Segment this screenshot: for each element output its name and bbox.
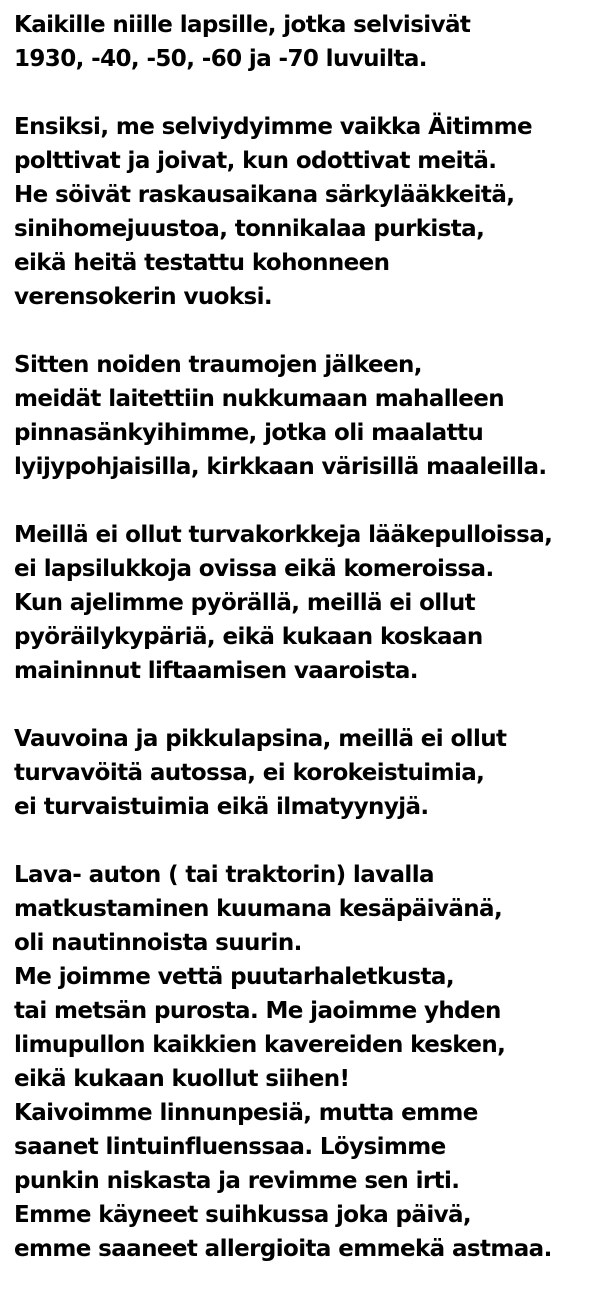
- text-line: Kaikille niille lapsille, jotka selvisivät: [14, 12, 471, 38]
- paragraph-car: [14, 722, 600, 824]
- text-line: 1930, -40, -50, -60 ja -70 luvuilta.: [14, 46, 427, 72]
- paragraph-summer: [14, 858, 600, 1266]
- paragraph-intro: [14, 8, 600, 76]
- text-line: pinnasänkyihimme, jotka oli maalattu: [14, 420, 484, 446]
- text-line: emme saaneet allergioita emmekä astmaa.: [14, 1236, 552, 1262]
- text-line: Vauvoina ja pikkulapsina, meillä ei ollut: [14, 726, 507, 752]
- text-line: pyöräilykypäriä, eikä kukaan koskaan: [14, 624, 483, 650]
- text-line: limupullon kaikkien kavereiden kesken,: [14, 1032, 506, 1058]
- text-line: Ensiksi, me selviydyimme vaikka Äitimme: [14, 114, 532, 140]
- text-line: polttivat ja joivat, kun odottivat meitä.: [14, 148, 497, 174]
- text-line: matkustaminen kuumana kesäpäivänä,: [14, 896, 503, 922]
- text-line: Meillä ei ollut turvakorkkeja lääkepulloissa,: [14, 522, 553, 548]
- text-line: punkin niskasta ja revimme sen irti.: [14, 1168, 460, 1194]
- paragraph-safety: [14, 518, 600, 688]
- text-line: He söivät raskausaikana särkylääkkeitä,: [14, 182, 515, 208]
- text-line: saanet lintuinfluenssaa. Löysimme: [14, 1134, 446, 1160]
- text-line: turvavöitä autossa, ei korokeistuimia,: [14, 760, 485, 786]
- text-line: eikä kukaan kuollut siihen!: [14, 1066, 350, 1092]
- text-line: Kun ajelimme pyörällä, meillä ei ollut: [14, 590, 476, 616]
- text-line: maininnut liftaamisen vaaroista.: [14, 658, 418, 684]
- text-line: verensokerin vuoksi.: [14, 284, 273, 310]
- text-line: Kaivoimme linnunpesiä, mutta emme: [14, 1100, 478, 1126]
- text-line: Me joimme vettä puutarhaletkusta,: [14, 964, 454, 990]
- text-line: Lava- auton ( tai traktorin) lavalla: [14, 862, 434, 888]
- text-line: tai metsän purosta. Me jaoimme yhden: [14, 998, 501, 1024]
- text-line: oli nautinnoista suurin.: [14, 930, 302, 956]
- text-line: Emme käyneet suihkussa joka päivä,: [14, 1202, 472, 1228]
- paragraph-mothers: [14, 110, 600, 314]
- text-line: ei lapsilukkoja ovissa eikä komeroissa.: [14, 556, 494, 582]
- text-line: eikä heitä testattu kohonneen: [14, 250, 390, 276]
- text-line: meidät laitettiin nukkumaan mahalleen: [14, 386, 505, 412]
- paragraph-cribs: [14, 348, 600, 484]
- text-line: lyijypohjaisilla, kirkkaan värisillä maaleilla.: [14, 454, 547, 480]
- text-line: ei turvaistuimia eikä ilmatyynyjä.: [14, 794, 429, 820]
- text-line: Sitten noiden traumojen jälkeen,: [14, 352, 422, 378]
- text-line: sinihomejuustoa, tonnikalaa purkista,: [14, 216, 485, 242]
